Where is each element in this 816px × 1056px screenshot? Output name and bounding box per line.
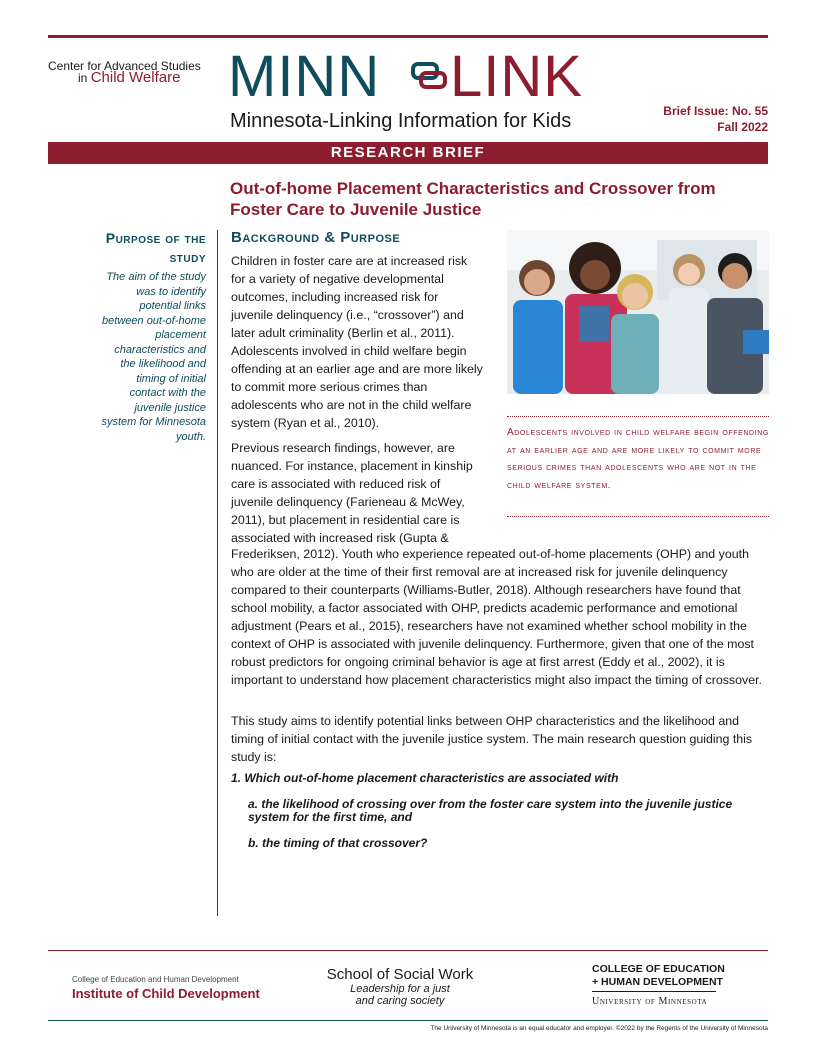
purpose-text: The aim of the study was to identify potential links between out-of-home placement characteristics and the likelihood and timing of initial contact with the juvenile justice system for Minnesota youth. — [101, 271, 206, 443]
tagline: Minnesota-Linking Information for Kids — [230, 110, 572, 132]
sidebar-divider — [217, 230, 218, 916]
ssw-name: School of Social Work — [326, 966, 474, 983]
center-child-welfare: Child Welfare — [90, 69, 181, 86]
top-rule — [48, 35, 768, 38]
logo-minn: MINN — [228, 46, 381, 104]
issue-info — [663, 103, 768, 135]
umn-wordmark: University of Minnesota — [592, 996, 708, 1007]
ssw-tagline-2: and caring society — [355, 995, 445, 1007]
chain-link-icon — [413, 64, 445, 87]
quote-rule-top — [507, 416, 769, 417]
legal-notice: The University of Minnesota is an equal educator and employer. ©2022 by the Regents of the University of Minnesota — [430, 1025, 768, 1032]
center-prefix: in — [78, 71, 88, 85]
section-heading: Background & Purpose — [231, 229, 401, 246]
issue-number: Brief Issue: No. 55 — [663, 104, 768, 118]
paragraph-3: This study aims to identify potential links between OHP characteristics and the likelihood and timing of initial contact with the juvenile justice system. The main research question guiding this study is: — [231, 714, 753, 764]
research-brief-banner: RESEARCH BRIEF — [48, 142, 768, 164]
brief-title: Out-of-home Placement Characteristics and Crossover from Foster Care to Juvenile Justice — [230, 179, 716, 219]
footer-rule-top — [48, 950, 768, 951]
ssw-tagline-1: Leadership for a just — [350, 983, 450, 995]
paragraph-1: Children in foster care are at increased risk for a variety of negative developmental outcomes, including increased risk for juvenile delinquency (i.e., “crossover”) and later adult criminality (Berlin et al., 2011). Adolescents involved in child welfare begin offending at an earlier age and are more likely to commit more serious crimes than adolescents who are not in the child welfare system (Ryan et al., 2010). — [231, 254, 483, 430]
cehd-label: College of Education and Human Development — [72, 975, 239, 984]
research-question: 1. Which out-of-home placement characteristics are associated with — [231, 771, 619, 785]
paragraph-2-start: Previous research findings, however, are nuanced. For instance, placement in kinship care is associated with reduced risk of juvenile delinquency (Farieneau & McWey, 2011), but placement in residential care is associated with increased risk (Gupta & — [231, 441, 473, 545]
center-subname — [78, 69, 180, 86]
umn-rule — [592, 991, 716, 992]
paragraph-2-continued: Frederiksen, 2012). Youth who experience repeated out-of-home placements (OHP) and youth who are older at the time of their first removal are at increased risk for juvenile delinquency compared to their counterparts (Williams-Butler, 2018). Although researchers have found that school mobility, a factor associated with OHP, predicts academic performance and emotional adjustment (Pears et al., 2015), researchers have not examined whether school mobility in the context of OHP is associated with juvenile delinquency. Furthermore, given that one of the most robust predictors for ongoing criminal behavior is age at first arrest (Eddy et al., 2002), it is important to understand how placement characteristics might also impact the timing of crossover. — [231, 547, 762, 687]
center-name: Center for Advanced Studies — [48, 59, 201, 73]
students-photo — [507, 230, 769, 394]
purpose-heading: Purpose of the study — [105, 230, 206, 265]
pull-quote: Adolescents involved in child welfare begin offending at an earlier age and are more likely to commit more serious crimes than adolescents who are not in the child welfare system. — [507, 427, 769, 491]
logo-link: LINK — [450, 46, 583, 104]
footer-rule-bottom — [48, 1020, 768, 1021]
icd-name: Institute of Child Development — [72, 986, 260, 1001]
ssw-tagline — [300, 983, 500, 1007]
minnlink-logo — [228, 46, 630, 104]
research-question-b: b. the timing of that crossover? — [248, 836, 428, 850]
cehd-wordmark-1: COLLEGE OF EDUCATION — [592, 963, 725, 975]
research-question-a: a. the likelihood of crossing over from the foster care system into the juvenile justice system for the first time, and — [248, 797, 733, 824]
issue-season: Fall 2022 — [717, 120, 768, 134]
cehd-wordmark-2: + HUMAN DEVELOPMENT — [592, 976, 723, 988]
quote-rule-bottom — [507, 516, 769, 517]
